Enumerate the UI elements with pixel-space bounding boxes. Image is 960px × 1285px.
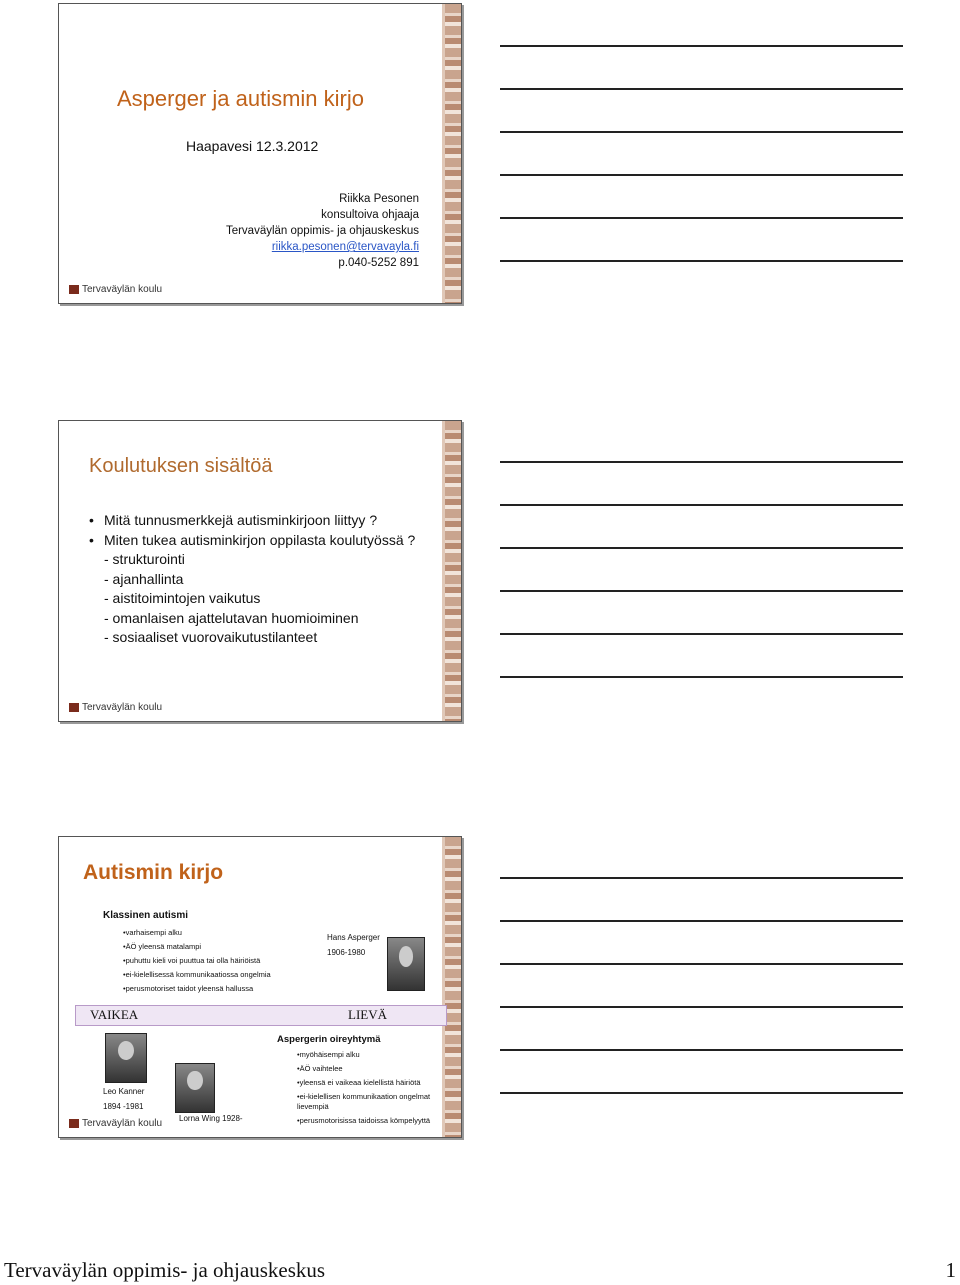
list-item: •yleensä ei vaikeaa kielellistä häiriötä [297, 1078, 421, 1087]
contact-block [226, 191, 419, 271]
logo-mark-icon [69, 285, 79, 294]
note-line [500, 174, 903, 176]
asperger-syndrome-label: Aspergerin oireyhtymä [277, 1034, 381, 1045]
leo-kanner-name: Leo Kanner [103, 1087, 145, 1096]
list-item: •ÄÖ vaihtelee [297, 1064, 343, 1073]
list-item: - strukturointi [104, 551, 185, 567]
classic-autism-label: Klassinen autismi [103, 910, 189, 921]
list-item: •ei-kielellisen kommunikaation ongelmat lievempiä [297, 1092, 431, 1111]
note-line [500, 217, 903, 219]
slide-1-subtitle: Haapavesi 12.3.2012 [186, 138, 319, 154]
list-item: - aistitoimintojen vaikutus [104, 590, 261, 606]
contact-org: Tervaväylän oppimis- ja ohjauskeskus [225, 225, 419, 237]
page-footer: Tervaväylän oppimis- ja ohjauskeskus [4, 1258, 326, 1282]
decorative-stripe [445, 837, 461, 1137]
list-item: • Mitä tunnusmerkkejä autisminkirjoon liittyy ? [89, 511, 419, 531]
school-logo [69, 702, 162, 713]
severity-scale [75, 1005, 447, 1026]
list-item: •perusmotorisissa taidoissa kömpelyyttä [297, 1116, 431, 1125]
note-line [500, 590, 903, 592]
note-line [500, 676, 903, 678]
logo-mark-icon [69, 1119, 79, 1128]
content-list [89, 511, 419, 648]
hans-asperger-years: 1906-1980 [327, 948, 366, 957]
hans-asperger-photo [387, 937, 425, 991]
slide-2 [58, 420, 462, 722]
slide-1 [58, 3, 462, 304]
lorna-wing-caption: Lorna Wing 1928- [179, 1114, 243, 1123]
list-item: •varhaisempi alku [123, 928, 182, 937]
logo-text: Tervaväylän koulu [82, 284, 163, 295]
list-item: - sosiaaliset vuorovaikutustilanteet [104, 629, 318, 645]
slide-1-title: Asperger ja autismin kirjo [117, 86, 364, 111]
contact-name: Riikka Pesonen [339, 193, 419, 205]
note-line [500, 633, 903, 635]
note-line [500, 131, 903, 133]
note-line [500, 1049, 903, 1051]
note-line [500, 504, 903, 506]
leo-kanner-years: 1894 -1981 [103, 1102, 144, 1111]
list-item: •puhuttu kieli voi puuttua tai olla häiriöistä [123, 956, 261, 965]
list-item: •ei-kielellisessä kommunikaatiossa ongelmia [123, 970, 271, 979]
note-line [500, 88, 903, 90]
note-line [500, 260, 903, 262]
note-line [500, 1092, 903, 1094]
slide-3-title: Autismin kirjo [83, 861, 224, 884]
contact-phone: p.040-5252 891 [338, 257, 419, 269]
school-logo [69, 1118, 162, 1129]
list-item: •myöhäisempi alku [297, 1050, 360, 1059]
logo-mark-icon [69, 703, 79, 712]
logo-text: Tervaväylän koulu [82, 702, 163, 713]
note-line [500, 963, 903, 965]
contact-role: konsultoiva ohjaaja [321, 209, 419, 221]
decorative-stripe [445, 421, 461, 721]
note-line [500, 547, 903, 549]
severity-severe-label: VAIKEA [90, 1007, 139, 1022]
note-line [500, 920, 903, 922]
classic-autism-list [123, 928, 283, 994]
list-item: • Miten tukea autisminkirjon oppilasta koulutyössä ? [89, 531, 419, 551]
hans-asperger-name: Hans Asperger [327, 933, 380, 942]
note-line [500, 1006, 903, 1008]
list-item: - omanlaisen ajattelutavan huomioiminen [104, 609, 359, 626]
contact-email-link[interactable]: riikka.pesonen@tervavayla.fi [271, 241, 419, 253]
logo-text: Tervaväylän koulu [82, 1118, 163, 1129]
asperger-syndrome-list [297, 1050, 443, 1126]
severity-mild-label: LIEVÄ [348, 1007, 387, 1022]
note-line [500, 45, 903, 47]
school-logo [69, 284, 162, 295]
list-item: •perusmotoriset taidot yleensä hallussa [123, 984, 254, 993]
lorna-wing-photo [175, 1063, 215, 1113]
note-line [500, 461, 903, 463]
note-line [500, 877, 903, 879]
list-item: - ajanhallinta [104, 570, 184, 587]
leo-kanner-photo [105, 1033, 147, 1083]
decorative-stripe [445, 4, 461, 303]
slide-3 [58, 836, 462, 1138]
list-item: •ÄÖ yleensä matalampi [123, 942, 202, 951]
slide-2-title: Koulutuksen sisältöä [89, 455, 273, 477]
page-number: 1 [945, 1258, 956, 1282]
